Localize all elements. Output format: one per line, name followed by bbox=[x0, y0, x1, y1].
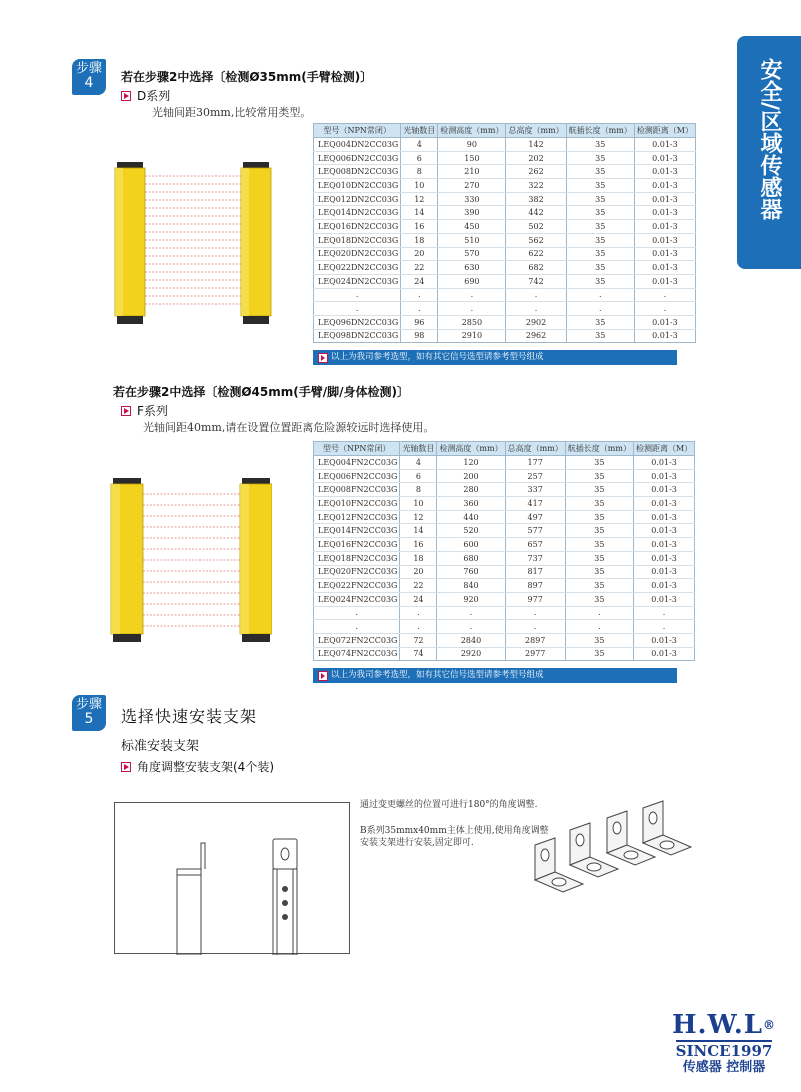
table-cell: LEQ010DN2CC03G bbox=[314, 179, 401, 193]
table-cell: 0.01-3 bbox=[634, 206, 695, 220]
table-header-row bbox=[314, 124, 696, 138]
table-cell: . bbox=[314, 288, 401, 302]
table-cell: . bbox=[437, 620, 505, 634]
table-cell: 120 bbox=[437, 456, 505, 470]
table-row bbox=[314, 206, 696, 220]
table-row bbox=[314, 329, 696, 343]
table-cell: 0.01-3 bbox=[633, 579, 694, 593]
table-cell: 657 bbox=[505, 538, 565, 552]
table-cell: . bbox=[633, 606, 694, 620]
table-cell: 0.01-3 bbox=[634, 165, 695, 179]
column-header: 检测高度（mm） bbox=[437, 442, 505, 456]
table-cell: 35 bbox=[565, 510, 633, 524]
table-cell: 0.01-3 bbox=[633, 565, 694, 579]
table-row bbox=[314, 247, 696, 261]
table-cell: 682 bbox=[506, 261, 566, 275]
column-header: 检测距离（M） bbox=[634, 124, 695, 138]
table-cell: 920 bbox=[437, 592, 505, 606]
table-cell: 440 bbox=[437, 510, 505, 524]
table-cell: 16 bbox=[400, 538, 437, 552]
category-title: 安全/区域传感器 bbox=[757, 58, 782, 221]
table-cell: LEQ020DN2CC03G bbox=[314, 247, 401, 261]
d-series-spec-table bbox=[313, 123, 696, 343]
table-cell: LEQ020FN2CC03G bbox=[314, 565, 400, 579]
table-cell: LEQ072FN2CC03G bbox=[314, 633, 400, 647]
table-cell: 510 bbox=[438, 233, 506, 247]
table-cell: 10 bbox=[401, 179, 438, 193]
table-cell: 0.01-3 bbox=[634, 233, 695, 247]
table-row bbox=[314, 469, 695, 483]
table-cell: LEQ010FN2CC03G bbox=[314, 497, 400, 511]
table-cell: LEQ006FN2CC03G bbox=[314, 469, 400, 483]
table-row bbox=[314, 192, 696, 206]
table-cell: 280 bbox=[437, 483, 505, 497]
table-cell: 20 bbox=[400, 565, 437, 579]
f-series-title bbox=[121, 402, 168, 419]
table-cell: LEQ022FN2CC03G bbox=[314, 579, 400, 593]
table-cell: 96 bbox=[401, 315, 438, 329]
d-curtain-receiver bbox=[241, 162, 271, 324]
table-cell: . bbox=[566, 288, 634, 302]
table-cell: 35 bbox=[565, 538, 633, 552]
table-cell: 817 bbox=[505, 565, 565, 579]
table-cell: 600 bbox=[437, 538, 505, 552]
table-cell: 72 bbox=[400, 633, 437, 647]
table-cell: . bbox=[634, 288, 695, 302]
step-badge-label: 步骤 bbox=[75, 697, 102, 712]
table-cell: 35 bbox=[566, 165, 634, 179]
table-cell: . bbox=[506, 302, 566, 316]
table-cell: LEQ008DN2CC03G bbox=[314, 165, 401, 179]
step-5-badge bbox=[72, 695, 106, 731]
table-row bbox=[314, 261, 696, 275]
column-header: 航插长度（mm） bbox=[566, 124, 634, 138]
table-cell: 257 bbox=[505, 469, 565, 483]
table-cell: 14 bbox=[401, 206, 438, 220]
bracket-caption-usage-2: 安装支架进行安装,固定即可. bbox=[360, 838, 474, 848]
f-series-description: 光轴间距40mm,请在设置位置距离危险源较远时选择使用。 bbox=[143, 421, 435, 434]
logo-brand-text: H.W.L bbox=[671, 1010, 764, 1040]
bracket-line-drawing bbox=[115, 803, 351, 955]
table-cell: 737 bbox=[505, 551, 565, 565]
table-cell: . bbox=[506, 288, 566, 302]
table-cell: 35 bbox=[566, 220, 634, 234]
registered-mark: ® bbox=[763, 1018, 777, 1032]
table-cell: 742 bbox=[506, 274, 566, 288]
table-cell: 577 bbox=[505, 524, 565, 538]
table-cell: LEQ098DN2CC03G bbox=[314, 329, 401, 343]
step-badge-number: 4 bbox=[84, 75, 94, 91]
table-row bbox=[314, 138, 696, 152]
table-cell: 35 bbox=[565, 551, 633, 565]
table-cell: 562 bbox=[506, 233, 566, 247]
table-cell: 0.01-3 bbox=[634, 261, 695, 275]
table-row bbox=[314, 274, 696, 288]
table-cell: . bbox=[437, 606, 505, 620]
table-cell: 20 bbox=[401, 247, 438, 261]
step-5-title: 选择快速安装支架 bbox=[121, 707, 258, 726]
f-light-curtain-image bbox=[108, 478, 272, 646]
table-cell: LEQ024FN2CC03G bbox=[314, 592, 400, 606]
column-header: 总高度（mm） bbox=[506, 124, 566, 138]
table-cell: . bbox=[314, 620, 400, 634]
d-series-label: D系列 bbox=[137, 89, 171, 103]
table-cell: 2920 bbox=[437, 647, 505, 661]
table-row bbox=[314, 220, 696, 234]
column-header: 型号（NPN常闭） bbox=[314, 124, 401, 138]
table-cell: 6 bbox=[400, 469, 437, 483]
table-cell: . bbox=[505, 620, 565, 634]
table-cell: 35 bbox=[565, 483, 633, 497]
logo-brand bbox=[664, 1010, 784, 1040]
table-cell: LEQ006DN2CC03G bbox=[314, 151, 401, 165]
table-row bbox=[314, 579, 695, 593]
table-cell: 35 bbox=[566, 247, 634, 261]
table-cell: LEQ016FN2CC03G bbox=[314, 538, 400, 552]
table-cell: 4 bbox=[401, 138, 438, 152]
table-cell: . bbox=[314, 302, 401, 316]
table-cell: 35 bbox=[566, 192, 634, 206]
table-cell: 35 bbox=[565, 456, 633, 470]
d-series-description: 光轴间距30mm,比较常用类型。 bbox=[152, 106, 312, 119]
table-cell: 0.01-3 bbox=[634, 247, 695, 261]
table-cell: LEQ074FN2CC03G bbox=[314, 647, 400, 661]
table-cell: 0.01-3 bbox=[634, 151, 695, 165]
table-cell: 0.01-3 bbox=[634, 220, 695, 234]
table-cell: 0.01-3 bbox=[633, 551, 694, 565]
table-cell: 690 bbox=[438, 274, 506, 288]
column-header: 总高度（mm） bbox=[505, 442, 565, 456]
table-cell: 4 bbox=[400, 456, 437, 470]
table-cell: LEQ008FN2CC03G bbox=[314, 483, 400, 497]
arrow-marker-icon bbox=[121, 91, 131, 101]
table-cell: LEQ024DN2CC03G bbox=[314, 274, 401, 288]
table-cell: 142 bbox=[506, 138, 566, 152]
angle-bracket-set-image bbox=[525, 800, 715, 900]
table-cell: 0.01-3 bbox=[634, 192, 695, 206]
table-cell: 2910 bbox=[438, 329, 506, 343]
table-cell: 177 bbox=[505, 456, 565, 470]
f-table-note: 以上为我司参考选型，如有其它信号选型请参考型号组成 bbox=[313, 668, 677, 683]
table-cell: 322 bbox=[506, 179, 566, 193]
table-cell: 897 bbox=[505, 579, 565, 593]
column-header: 光轴数目 bbox=[400, 442, 437, 456]
table-cell: 502 bbox=[506, 220, 566, 234]
column-header: 检测距离（M） bbox=[633, 442, 694, 456]
table-cell: 35 bbox=[566, 151, 634, 165]
table-cell: LEQ012FN2CC03G bbox=[314, 510, 400, 524]
table-cell: 2977 bbox=[505, 647, 565, 661]
table-cell: 210 bbox=[438, 165, 506, 179]
table-cell: . bbox=[400, 620, 437, 634]
f-series-spec-table bbox=[313, 441, 695, 661]
table-cell: 18 bbox=[400, 551, 437, 565]
table-cell: 497 bbox=[505, 510, 565, 524]
table-row bbox=[314, 288, 696, 302]
f-curtain-beams bbox=[143, 494, 240, 626]
table-cell: . bbox=[566, 302, 634, 316]
logo-tagline: 传感器 控制器 bbox=[682, 1060, 766, 1075]
table-cell: 0.01-3 bbox=[633, 647, 694, 661]
table-cell: 570 bbox=[438, 247, 506, 261]
table-cell: 2902 bbox=[506, 315, 566, 329]
table-cell: 35 bbox=[565, 497, 633, 511]
table-cell: 0.01-3 bbox=[633, 469, 694, 483]
table-cell: LEQ096DN2CC03G bbox=[314, 315, 401, 329]
bracket-caption-angle: 通过变更螺丝的位置可进行180°的角度调整. bbox=[360, 800, 538, 810]
table-cell: 337 bbox=[505, 483, 565, 497]
d-light-curtain-image bbox=[113, 162, 273, 328]
profile-side-view bbox=[177, 869, 201, 955]
table-cell: . bbox=[565, 606, 633, 620]
table-row bbox=[314, 165, 696, 179]
d-curtain-emitter bbox=[115, 162, 145, 324]
table-cell: 840 bbox=[437, 579, 505, 593]
f-curtain-receiver bbox=[240, 478, 272, 642]
table-cell: 16 bbox=[401, 220, 438, 234]
table-cell: LEQ004DN2CC03G bbox=[314, 138, 401, 152]
f-series-label: F系列 bbox=[137, 404, 168, 418]
table-row bbox=[314, 456, 695, 470]
table-cell: 74 bbox=[400, 647, 437, 661]
table-cell: . bbox=[400, 606, 437, 620]
table-cell: 0.01-3 bbox=[633, 483, 694, 497]
table-cell: 35 bbox=[566, 138, 634, 152]
table-row bbox=[314, 647, 695, 661]
table-row bbox=[314, 592, 695, 606]
table-cell: . bbox=[633, 620, 694, 634]
bracket-caption-usage-1: B系列35mmx40mm主体上使用,使用角度调整 bbox=[360, 826, 549, 836]
table-cell: 2840 bbox=[437, 633, 505, 647]
logo-since: SINCE1997 bbox=[675, 1042, 773, 1060]
table-row bbox=[314, 497, 695, 511]
table-cell: 0.01-3 bbox=[634, 138, 695, 152]
d-series-title bbox=[121, 87, 170, 104]
table-cell: . bbox=[401, 302, 438, 316]
table-cell: 8 bbox=[400, 483, 437, 497]
bracket-subtitle: 标准安装支架 bbox=[121, 739, 200, 754]
table-row bbox=[314, 524, 695, 538]
column-header: 光轴数目 bbox=[401, 124, 438, 138]
table-cell: 0.01-3 bbox=[633, 538, 694, 552]
table-cell: 360 bbox=[437, 497, 505, 511]
table-cell: . bbox=[314, 606, 400, 620]
table-row bbox=[314, 538, 695, 552]
table-cell: 0.01-3 bbox=[634, 179, 695, 193]
table-row bbox=[314, 551, 695, 565]
table-cell: 35 bbox=[566, 329, 634, 343]
table-cell: 10 bbox=[400, 497, 437, 511]
column-header: 检测高度（mm） bbox=[438, 124, 506, 138]
table-cell: 630 bbox=[438, 261, 506, 275]
table-cell: LEQ018DN2CC03G bbox=[314, 233, 401, 247]
table-row bbox=[314, 510, 695, 524]
table-cell: LEQ012DN2CC03G bbox=[314, 192, 401, 206]
f-curtain-emitter bbox=[111, 478, 143, 642]
table-cell: 0.01-3 bbox=[633, 633, 694, 647]
table-cell: 382 bbox=[506, 192, 566, 206]
table-cell: 90 bbox=[438, 138, 506, 152]
table-cell: 202 bbox=[506, 151, 566, 165]
table-cell: 35 bbox=[565, 469, 633, 483]
table-cell: LEQ022DN2CC03G bbox=[314, 261, 401, 275]
table-cell: 0.01-3 bbox=[633, 456, 694, 470]
table-cell: 150 bbox=[438, 151, 506, 165]
f-series-heading: 若在步骤2中选择〔检测Ø45mm(手臂/脚/身体检测)〕 bbox=[113, 385, 409, 399]
table-cell: 24 bbox=[401, 274, 438, 288]
table-cell: 0.01-3 bbox=[634, 274, 695, 288]
table-row bbox=[314, 633, 695, 647]
table-cell: 18 bbox=[401, 233, 438, 247]
table-cell: 35 bbox=[565, 524, 633, 538]
table-cell: LEQ014DN2CC03G bbox=[314, 206, 401, 220]
table-cell: 35 bbox=[566, 261, 634, 275]
table-row bbox=[314, 233, 696, 247]
table-cell: 520 bbox=[437, 524, 505, 538]
table-cell: 200 bbox=[437, 469, 505, 483]
column-header: 航插长度（mm） bbox=[565, 442, 633, 456]
step-badge-number: 5 bbox=[84, 711, 94, 727]
arrow-marker-icon bbox=[121, 762, 131, 772]
table-cell: 270 bbox=[438, 179, 506, 193]
table-cell: . bbox=[505, 606, 565, 620]
table-row bbox=[314, 483, 695, 497]
table-cell: 2897 bbox=[505, 633, 565, 647]
table-cell: 35 bbox=[565, 579, 633, 593]
table-cell: . bbox=[401, 288, 438, 302]
table-cell: 2850 bbox=[438, 315, 506, 329]
step-4-badge bbox=[72, 59, 106, 95]
bracket-item-label: 角度调整安装支架(4个装) bbox=[137, 760, 274, 774]
table-cell: . bbox=[438, 302, 506, 316]
table-cell: 14 bbox=[400, 524, 437, 538]
hwl-logo bbox=[664, 1010, 784, 1076]
table-cell: 35 bbox=[566, 274, 634, 288]
d-table-note: 以上为我司参考选型，如有其它信号选型请参考型号组成 bbox=[313, 350, 677, 365]
table-cell: 24 bbox=[400, 592, 437, 606]
arrow-marker-icon bbox=[121, 406, 131, 416]
angle-bracket-4 bbox=[643, 801, 691, 855]
table-cell: 22 bbox=[400, 579, 437, 593]
table-cell: 262 bbox=[506, 165, 566, 179]
table-cell: LEQ016DN2CC03G bbox=[314, 220, 401, 234]
table-cell: . bbox=[634, 302, 695, 316]
table-cell: 12 bbox=[400, 510, 437, 524]
table-cell: 35 bbox=[566, 179, 634, 193]
table-cell: LEQ014FN2CC03G bbox=[314, 524, 400, 538]
table-cell: 35 bbox=[566, 233, 634, 247]
bracket-item bbox=[121, 758, 274, 775]
table-cell: 35 bbox=[565, 647, 633, 661]
d-curtain-beams bbox=[145, 176, 241, 304]
table-cell: 977 bbox=[505, 592, 565, 606]
table-cell: 35 bbox=[566, 315, 634, 329]
bracket-drawing-box bbox=[114, 802, 350, 954]
d-series-heading: 若在步骤2中选择〔检测Ø35mm(手臂检测)〕 bbox=[121, 70, 373, 84]
table-cell: LEQ018FN2CC03G bbox=[314, 551, 400, 565]
table-cell: 0.01-3 bbox=[633, 524, 694, 538]
table-cell: 680 bbox=[437, 551, 505, 565]
table-cell: 417 bbox=[505, 497, 565, 511]
table-cell: 35 bbox=[565, 565, 633, 579]
table-cell: 35 bbox=[565, 592, 633, 606]
table-cell: 6 bbox=[401, 151, 438, 165]
table-cell: 0.01-3 bbox=[634, 329, 695, 343]
bracket-front-view bbox=[273, 839, 297, 869]
table-cell: . bbox=[438, 288, 506, 302]
table-cell: 0.01-3 bbox=[633, 497, 694, 511]
table-cell: 330 bbox=[438, 192, 506, 206]
table-cell: 390 bbox=[438, 206, 506, 220]
table-cell: 0.01-3 bbox=[634, 315, 695, 329]
table-cell: 35 bbox=[565, 633, 633, 647]
table-row bbox=[314, 620, 695, 634]
table-cell: 35 bbox=[566, 206, 634, 220]
table-cell: 98 bbox=[401, 329, 438, 343]
table-cell: 0.01-3 bbox=[633, 510, 694, 524]
table-cell: 8 bbox=[401, 165, 438, 179]
table-cell: 2962 bbox=[506, 329, 566, 343]
table-cell: 22 bbox=[401, 261, 438, 275]
table-cell: 622 bbox=[506, 247, 566, 261]
table-row bbox=[314, 565, 695, 579]
table-cell: 0.01-3 bbox=[633, 592, 694, 606]
table-row bbox=[314, 179, 696, 193]
table-cell: LEQ004FN2CC03G bbox=[314, 456, 400, 470]
category-side-tab bbox=[737, 36, 801, 269]
table-row bbox=[314, 151, 696, 165]
table-row bbox=[314, 315, 696, 329]
table-cell: 12 bbox=[401, 192, 438, 206]
table-row bbox=[314, 302, 696, 316]
table-cell: 442 bbox=[506, 206, 566, 220]
table-header-row bbox=[314, 442, 695, 456]
table-cell: . bbox=[565, 620, 633, 634]
table-row bbox=[314, 606, 695, 620]
step-badge-label: 步骤 bbox=[75, 61, 102, 76]
table-cell: 450 bbox=[438, 220, 506, 234]
table-cell: 760 bbox=[437, 565, 505, 579]
column-header: 型号（NPN常闭） bbox=[314, 442, 400, 456]
